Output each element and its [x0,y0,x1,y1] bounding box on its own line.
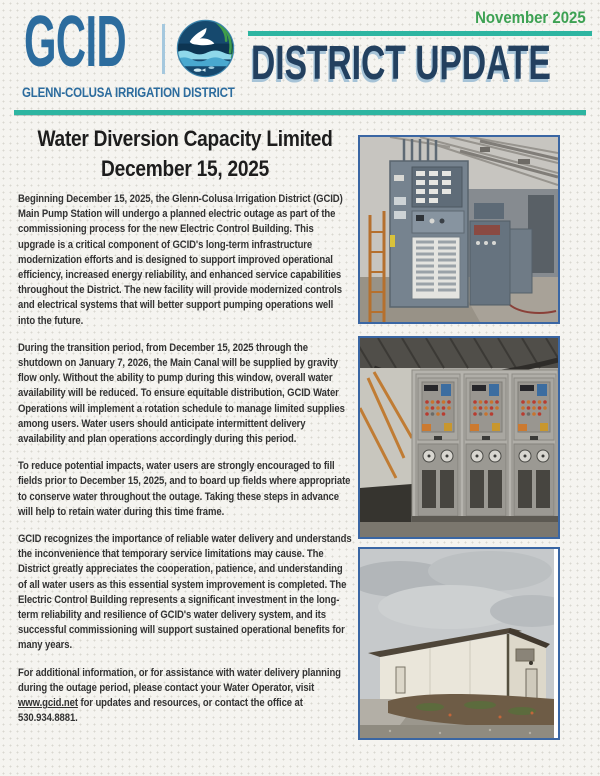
article-closing-paragraph [18,666,352,727]
article-paragraph: During the transition period, from December 15, 2025 through the shutdown on January 7, 2026, the Main Canal will be supplied by gravity flow only. Without the ability to pump during this window, overall water availability will be reduced. To ensure equitable distribution, GCID Water Operations will implement a rotation schedule to manage limited supplies among users. Water users should anticipate intermittent delivery availability and plan operations accordingly during this period. [18,341,345,446]
article-title-line2: December 15, 2025 [101,156,269,181]
brand-caption: GLENN-COLUSA IRRIGATION DISTRICT [22,85,235,100]
photo-electrical-panels-interior [358,135,560,324]
gcid-website-link[interactable]: www.gcid.net [18,697,78,710]
header-rule [14,110,586,115]
article-paragraph: GCID recognizes the importance of reliable water delivery and understands the inconvenience that temporary service limitations may cause. The District greatly appreciates the cooperation, patience, and understanding of all water users as this essential system improvement is completed. The Electric Control Building represents a significant investment in the long-term reliability and resilience of GCID's water delivery system, and its successful commissioning will support sustained operational benefits for many years. [18,533,352,652]
brand-separator [162,24,165,74]
brand-acronym: GCID [24,2,127,82]
closing-text-pre: For additional information, or for assistance with water delivery planning during the outage period, please contact your Water Operator, visit [18,666,341,694]
gcid-logo-icon [176,19,235,78]
article-paragraph: To reduce potential impacts, water users are strongly encouraged to fill fields prior to December 15, 2025, and to board up fields where appropriate to conserve water throughout the outage. Taking these steps in advance will help to retain water during this time frame. [18,460,351,518]
closing-text-post: for updates and resources, or contact the office at 530.934.8881. [18,697,303,725]
article-title-line1: Water Diversion Capacity Limited [37,126,333,151]
article-paragraph: Beginning December 15, 2025, the Glenn-Colusa Irrigation District (GCID) Main Pump Station will undergo a planned electric outage as part of the commissioning process for the new Electric Control Building. This upgrade is a critical component of GCID's long-term infrastructure modernization efforts and is designed to support improved operational efficiency, increased energy reliability, and enhanced service capabilities throughout the District. The new facility will provide modernized controls and electrical systems that will better support pumping operations well into the future. [18,193,343,327]
title-rule [248,31,592,36]
newsletter-title: DISTRICT UPDATE [251,37,551,90]
issue-date: November 2025 [475,8,586,27]
photo-control-building-exterior [358,547,560,740]
photo-switchgear-row [358,336,560,539]
article-column [18,124,352,739]
photo-column [358,135,560,740]
